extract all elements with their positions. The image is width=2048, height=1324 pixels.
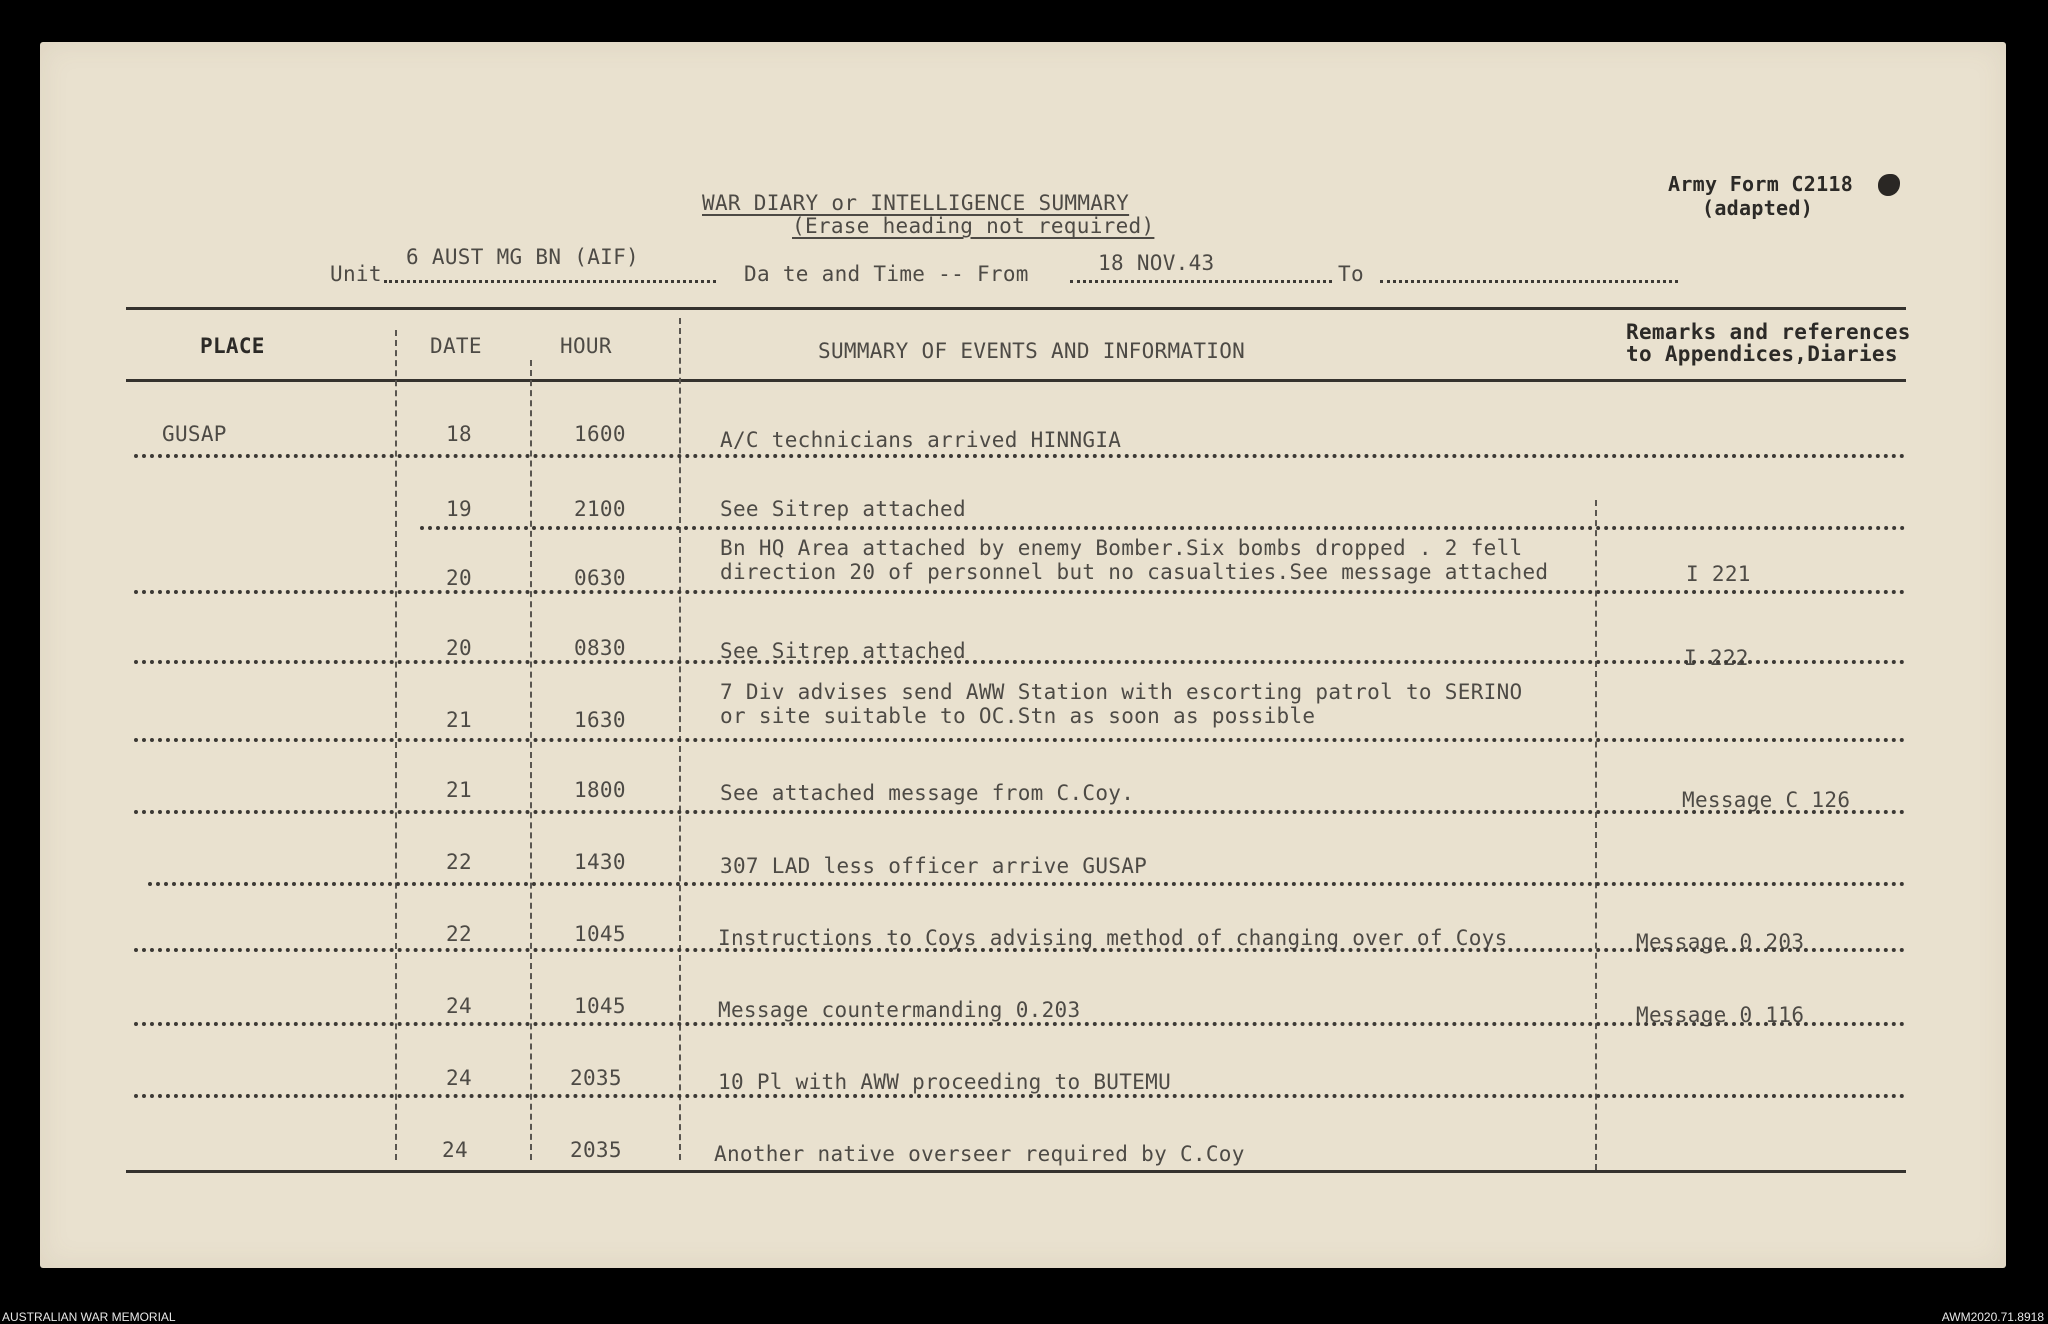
row-summary: Another native overseer required by C.Coy <box>714 1142 1245 1166</box>
row-hour: 0830 <box>574 636 626 660</box>
row-date: 18 <box>446 422 472 446</box>
from-value: 18 NOV.43 <box>1098 251 1215 275</box>
row-summary: See Sitrep attached <box>720 639 966 663</box>
row-remark: Message 0 203 <box>1636 930 1805 954</box>
row-hour: 1800 <box>574 778 626 802</box>
from-fill-line <box>1070 280 1332 283</box>
column-header-summary: SUMMARY OF EVENTS AND INFORMATION <box>818 339 1246 363</box>
row-dotted-rule <box>134 1094 1906 1098</box>
row-summary-line1: 7 Div advises send AWW Station with escorting patrol to SERINO <box>720 680 1523 704</box>
to-label: To <box>1338 262 1364 286</box>
row-date: 20 <box>446 636 472 660</box>
column-header-remarks-line2: to Appendices,Diaries <box>1626 342 1898 366</box>
footer-credit: AUSTRALIAN WAR MEMORIAL <box>2 1310 176 1324</box>
row-date: 21 <box>446 708 472 732</box>
row-hour: 1600 <box>574 422 626 446</box>
row-dotted-rule <box>134 948 1906 952</box>
row-remark: I 222 <box>1684 646 1749 670</box>
row-summary: See Sitrep attached <box>720 497 966 521</box>
row-summary-line2: or site suitable to OC.Stn as soon as possible <box>720 704 1316 728</box>
row-summary: Instructions to Coys advising method of changing over of Coys <box>718 926 1508 950</box>
table-top-rule <box>126 307 1906 310</box>
row-date: 22 <box>446 922 472 946</box>
table-bottom-rule <box>126 1170 1906 1173</box>
row-place: GUSAP <box>162 422 227 446</box>
row-date: 24 <box>442 1138 468 1162</box>
row-hour: 2100 <box>574 497 626 521</box>
row-dotted-rule <box>134 738 1906 742</box>
to-fill-line <box>1380 280 1678 283</box>
column-divider-remarks <box>1595 500 1597 1170</box>
row-dotted-rule <box>134 590 1906 594</box>
row-hour: 1430 <box>574 850 626 874</box>
row-remark: Message 0 116 <box>1636 1003 1805 1027</box>
row-hour: 1630 <box>574 708 626 732</box>
row-date: 20 <box>446 566 472 590</box>
column-header-hour: HOUR <box>560 334 612 358</box>
army-form-number: Army Form C2118 <box>1668 172 1854 196</box>
row-date: 22 <box>446 850 472 874</box>
row-dotted-rule <box>134 660 1906 664</box>
unit-label: Unit <box>330 262 382 286</box>
row-summary-line2: direction 20 of personnel but no casualties.See message attached <box>720 560 1549 584</box>
row-summary: Message countermanding 0.203 <box>718 998 1081 1022</box>
row-date: 19 <box>446 497 472 521</box>
column-header-remarks-line1: Remarks and references <box>1626 320 1911 344</box>
row-summary: A/C technicians arrived HINNGIA <box>720 428 1122 452</box>
row-summary: See attached message from C.Coy. <box>720 781 1135 805</box>
row-date: 24 <box>446 1066 472 1090</box>
header-bottom-rule <box>126 379 1906 382</box>
row-summary: 307 LAD less officer arrive GUSAP <box>720 854 1148 878</box>
row-hour: 1045 <box>574 922 626 946</box>
row-dotted-rule <box>148 882 1906 886</box>
page-subtitle: (Erase heading not required) <box>792 214 1155 238</box>
row-summary: 10 Pl with AWW proceeding to BUTEMU <box>718 1070 1172 1094</box>
row-remark: I 221 <box>1686 562 1751 586</box>
row-dotted-rule <box>420 526 1906 530</box>
unit-value: 6 AUST MG BN (AIF) <box>406 245 639 269</box>
row-hour: 0630 <box>574 566 626 590</box>
row-dotted-rule <box>134 1022 1906 1026</box>
row-dotted-rule <box>134 810 1906 814</box>
unit-fill-line <box>384 280 716 283</box>
row-date: 24 <box>446 994 472 1018</box>
row-hour: 2035 <box>570 1138 622 1162</box>
row-dotted-rule <box>134 454 1906 458</box>
date-time-label: Da te and Time -- From <box>744 262 1029 286</box>
row-hour: 1045 <box>574 994 626 1018</box>
row-summary-line1: Bn HQ Area attached by enemy Bomber.Six bombs dropped . 2 fell <box>720 536 1523 560</box>
page-title: WAR DIARY or INTELLIGENCE SUMMARY <box>702 191 1130 215</box>
column-header-date: DATE <box>430 334 482 358</box>
row-remark: Message C 126 <box>1682 788 1851 812</box>
row-hour: 2035 <box>570 1066 622 1090</box>
column-header-place: PLACE <box>200 334 265 358</box>
column-divider-date <box>530 360 532 1160</box>
footer-accession-number: AWM2020.71.8918 <box>1941 1310 2044 1324</box>
army-form-adapted: (adapted) <box>1702 196 1814 220</box>
row-date: 21 <box>446 778 472 802</box>
